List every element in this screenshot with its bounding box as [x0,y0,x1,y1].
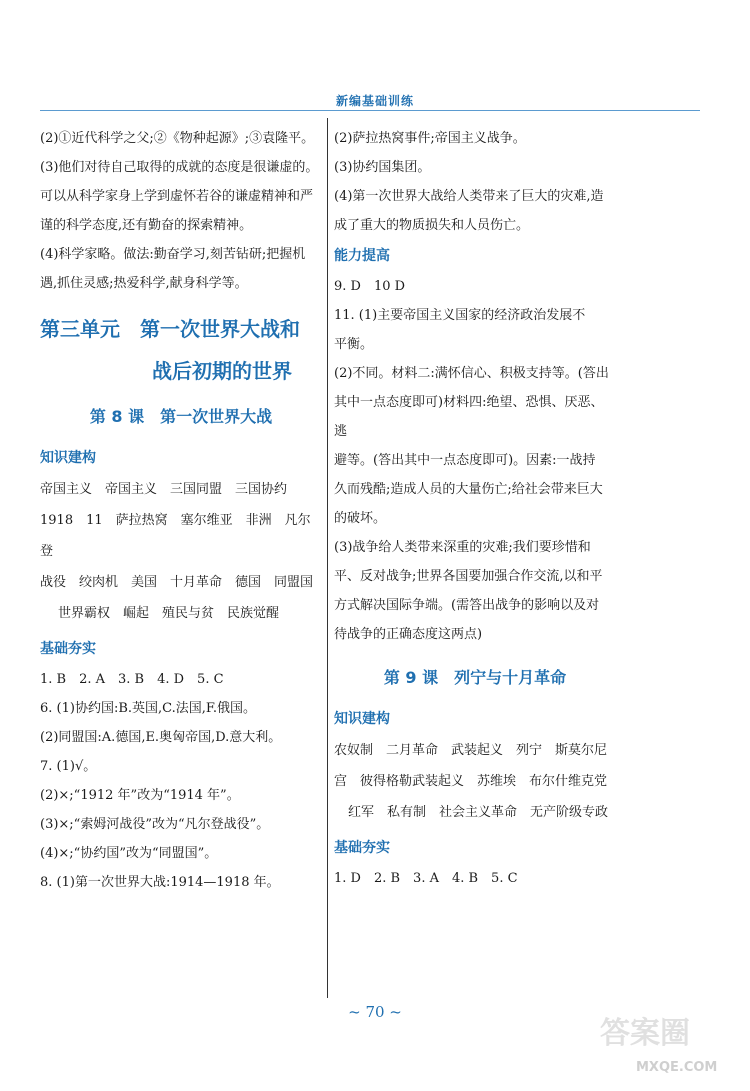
watermark-text: 答案圈 [600,1016,690,1051]
unit-title: 第三单元 第一次世界大战和 [40,317,300,341]
answer-line: (4)科学家略。做法:勤奋学习,刻苦钻研;把握机 [40,247,306,262]
answer-line: 6. (1)协约国:B.英国,C.法国,F.俄国。 [40,701,257,716]
answer-line: (4)×;“协约国”改为“同盟国”。 [40,846,218,861]
knowledge-line: 农奴制 二月革命 武装起义 列宁 斯莫尔尼 [334,743,608,758]
answer-line: (3)×;“索姆河战役”改为“凡尔登战役”。 [40,817,270,832]
answer-line: (2)同盟国:A.德国,E.奥匈帝国,D.意大利。 [40,730,282,745]
answer-line: (2)萨拉热窝事件;帝国主义战争。 [334,131,526,146]
answer-line: 9. D 10 D [334,279,406,294]
knowledge-line: 世界霸权 崛起 殖民与贫 民族觉醒 [58,606,280,621]
section-heading-basic: 基础夯实 [334,840,390,856]
answer-line: 11. (1)主要帝国主义国家的经济政治发展不 [334,308,586,323]
lesson-9-title: 第 9 课 列宁与十月革命 [383,668,567,687]
column-divider [327,118,328,998]
answer-line: 久而残酷;造成人员的大量伤亡;给社会带来巨大 [334,482,603,497]
answer-line: 8. (1)第一次世界大战:1914—1918 年。 [40,875,280,890]
answer-line: 可以从科学家身上学到虚怀若谷的谦虚精神和严 [40,189,314,204]
unit-title-line2: 战后初期的世界 [152,359,292,383]
answer-line: (3)协约国集团。 [334,160,431,175]
answer-line: 1. B 2. A 3. B 4. D 5. C [40,672,224,687]
section-heading-ability: 能力提高 [334,248,390,264]
running-header: 新编基础训练 [335,94,414,108]
answer-line: 平衡。 [334,337,374,352]
answer-line: 待战争的正确态度这两点) [334,627,483,642]
watermark-url: MXQE.COM [636,1060,718,1075]
knowledge-line: 帝国主义 帝国主义 三国同盟 三国协约 [40,482,288,497]
watermark-logo [596,1009,736,1079]
answer-line: 遇,抓住灵感;热爱科学,献身科学等。 [40,276,248,291]
answer-line: (2)不同。材料二:满怀信心、积极支持等。(答出 [334,366,609,381]
section-heading-knowledge: 知识建构 [334,711,390,727]
answer-line: 平、反对战争;世界各国要加强合作交流,以和平 [334,569,603,584]
answer-line: (3)战争给人类带来深重的灾难;我们要珍惜和 [334,540,591,555]
answer-line: 7. (1)√。 [40,759,97,774]
answer-line: 谨的科学态度,还有勤奋的探索精神。 [40,218,253,233]
knowledge-line: 红军 私有制 社会主义革命 无产阶级专政 [348,805,609,820]
page-number: ~ 70 ~ [348,1003,402,1021]
answer-line: (3)他们对待自己取得的成就的态度是很谦虚的。 [40,160,319,175]
right-column [334,124,616,893]
answer-line: 其中一点态度即可)材料四:绝望、恐惧、厌恶、逃 [334,395,604,439]
answer-line: 的破坏。 [334,511,387,526]
knowledge-line: 宫 彼得格勒武装起义 苏维埃 布尔什维克党 [334,774,608,789]
knowledge-line: 1918 11 萨拉热窝 塞尔维亚 非洲 凡尔登 [40,513,311,559]
section-heading-knowledge: 知识建构 [40,450,96,466]
answer-line: (2)×;“1912 年”改为“1914 年”。 [40,788,240,803]
section-heading-basic: 基础夯实 [40,641,96,657]
header-rule [40,110,700,111]
answer-line: 避等。(答出其中一点态度即可)。因素:一战持 [334,453,596,468]
answer-line: 1. D 2. B 3. A 4. B 5. C [334,871,518,886]
lesson-8-title: 第 8 课 第一次世界大战 [89,407,273,426]
left-column [40,124,322,897]
answer-line: 成了重大的物质损失和人员伤亡。 [334,218,530,233]
answer-line: (4)第一次世界大战给人类带来了巨大的灾难,造 [334,189,604,204]
answer-line: (2)①近代科学之父;②《物种起源》;③袁隆平。 [40,131,315,146]
knowledge-line: 战役 绞肉机 美国 十月革命 德国 同盟国 [40,575,314,590]
answer-line: 方式解决国际争端。(需答出战争的影响以及对 [334,598,600,613]
